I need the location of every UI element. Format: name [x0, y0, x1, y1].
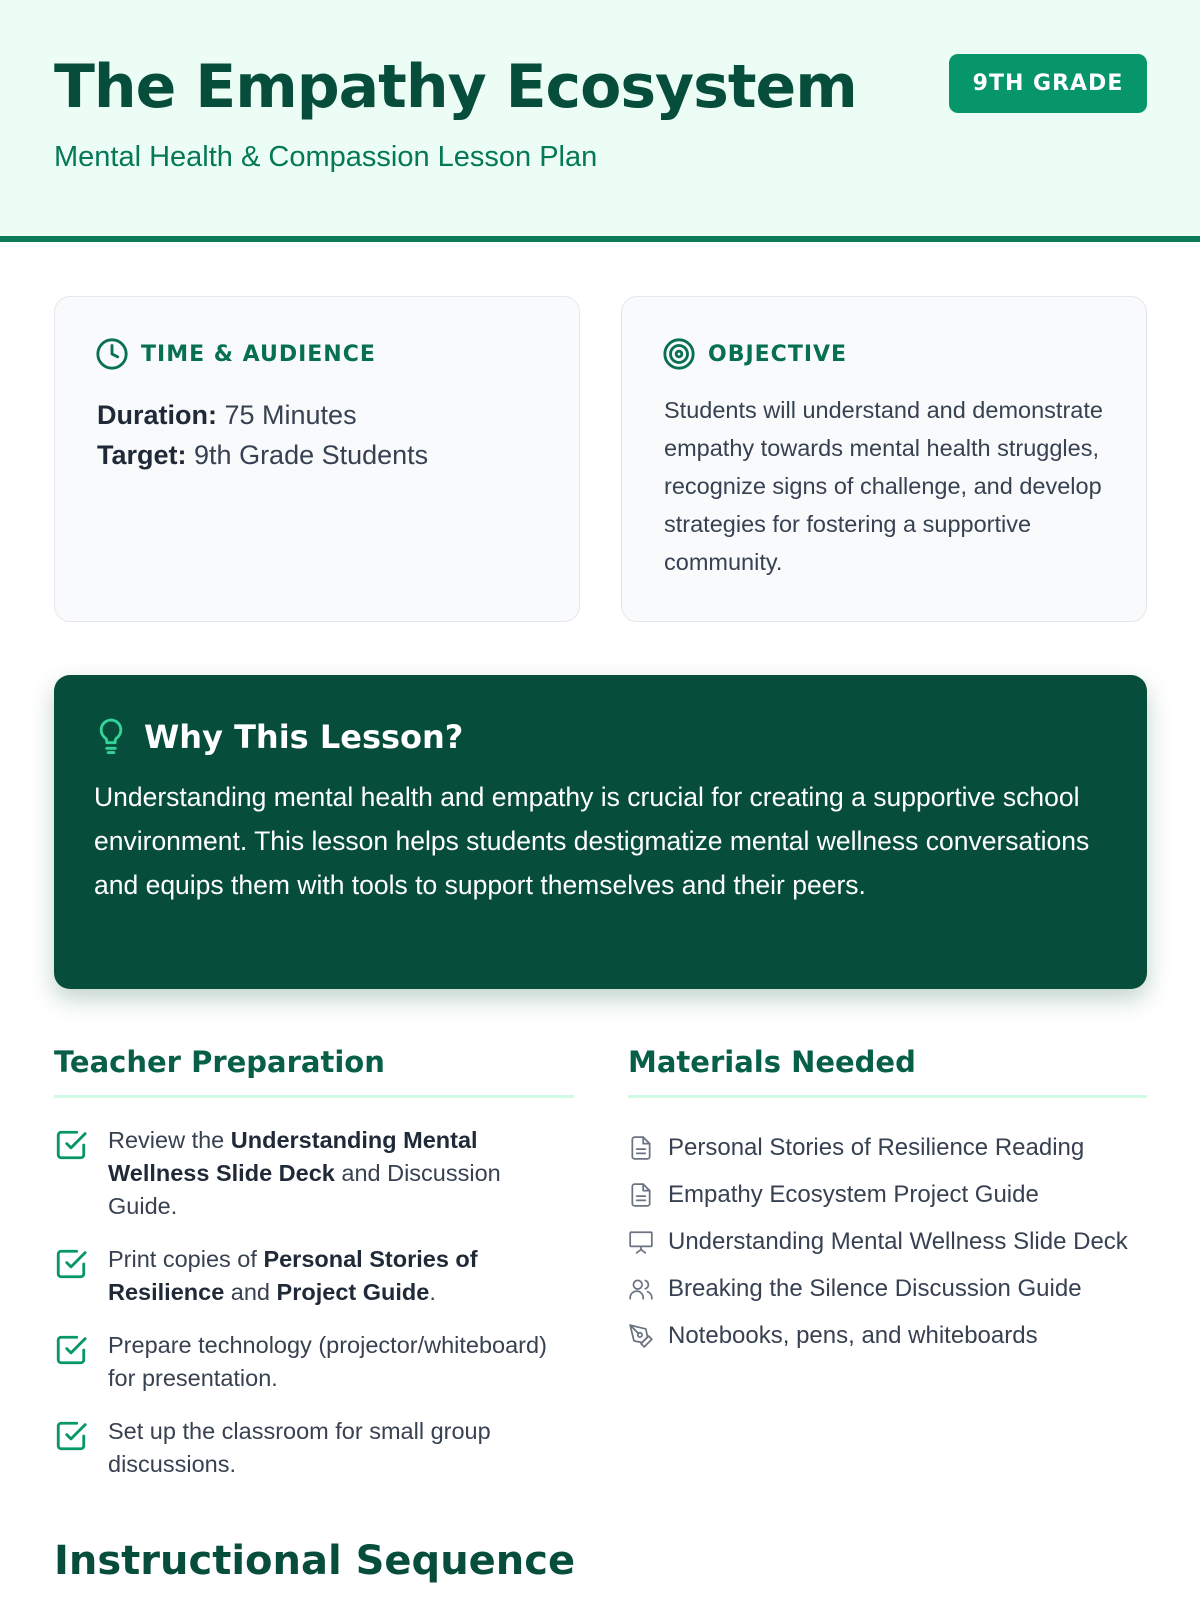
target-line [97, 435, 428, 475]
target-value: 9th Grade Students [194, 440, 429, 470]
prep-text-part: . [429, 1279, 436, 1305]
prep-text-part: Print copies of [108, 1246, 264, 1272]
materials-divider [628, 1095, 1147, 1098]
objective-card [621, 296, 1147, 622]
instructional-sequence-title: Instructional Sequence [54, 1538, 576, 1584]
prep-text-part: Prepare technology (projector/whiteboard) for presentation. [108, 1332, 547, 1391]
prep-text [108, 1124, 574, 1223]
prep-item [54, 1124, 574, 1223]
material-item [628, 1218, 1158, 1265]
users-icon [628, 1275, 654, 1303]
clock-icon [95, 337, 129, 371]
lightbulb-icon [94, 717, 128, 757]
why-text: Understanding mental health and empathy is crucial for creating a supportive school environment. This lesson helps students destigmatize mental wellness conversations and equips them with tools to support themselves and their peers. [94, 782, 1090, 900]
prep-text-bold: Personal Stories of Resilience [108, 1246, 478, 1305]
grade-badge: 9TH GRADE [949, 54, 1147, 113]
check-square-icon [54, 1128, 88, 1162]
duration-label: Duration: [97, 400, 217, 430]
check-square-icon [54, 1419, 88, 1453]
duration-line [97, 395, 428, 435]
material-item [628, 1265, 1158, 1312]
objective-heading [662, 337, 847, 371]
objective-title: OBJECTIVE [708, 341, 848, 367]
time-audience-heading [95, 337, 376, 371]
material-label: Breaking the Silence Discussion Guide [668, 1274, 1082, 1302]
why-title: Why This Lesson? [144, 718, 464, 756]
document-icon [628, 1181, 654, 1209]
prep-text-part: and Discussion Guide. [108, 1160, 501, 1219]
material-label: Personal Stories of Resilience Reading [668, 1133, 1085, 1161]
teacher-prep-title: Teacher Preparation [54, 1045, 385, 1079]
time-audience-card [54, 296, 580, 622]
why-heading [94, 717, 463, 757]
prep-text [108, 1415, 574, 1481]
time-audience-title: TIME & AUDIENCE [141, 341, 376, 367]
material-label: Understanding Mental Wellness Slide Deck [668, 1227, 1128, 1255]
check-square-icon [54, 1333, 88, 1367]
objective-text: Students will understand and demonstrate empathy towards mental health struggles, recognize signs of challenge, and develop strategies for fostering a supportive community. [664, 397, 1103, 575]
prep-text-bold: Understanding Mental Wellness Slide Deck [108, 1127, 478, 1186]
prep-item [54, 1243, 574, 1309]
prep-text-part: Set up the classroom for small group discussions. [108, 1418, 491, 1477]
prep-text-part: and [224, 1279, 277, 1305]
material-item [628, 1312, 1158, 1359]
duration-value: 75 Minutes [224, 400, 357, 430]
material-item [628, 1171, 1158, 1218]
materials-title: Materials Needed [628, 1045, 916, 1079]
prep-text [108, 1243, 574, 1309]
material-label: Empathy Ecosystem Project Guide [668, 1180, 1039, 1208]
teacher-prep-divider [54, 1095, 574, 1098]
prep-text-bold: Project Guide [276, 1279, 430, 1305]
prep-text [108, 1329, 574, 1395]
presentation-icon [628, 1228, 654, 1256]
document-icon [628, 1134, 654, 1162]
material-item [628, 1124, 1158, 1171]
prep-text-part: Review the [108, 1127, 231, 1153]
materials-list [628, 1124, 1158, 1359]
lesson-header [0, 0, 1200, 242]
prep-item [54, 1329, 574, 1395]
pen-tool-icon [628, 1322, 654, 1350]
material-label: Notebooks, pens, and whiteboards [668, 1321, 1038, 1349]
prep-item [54, 1415, 574, 1481]
why-this-lesson-panel [54, 675, 1147, 989]
check-square-icon [54, 1247, 88, 1281]
page-title: The Empathy Ecosystem [54, 52, 857, 122]
teacher-prep-list [54, 1124, 574, 1501]
target-label: Target: [97, 440, 187, 470]
page-subtitle: Mental Health & Compassion Lesson Plan [54, 141, 598, 173]
target-icon [662, 337, 696, 371]
time-audience-details [97, 395, 428, 475]
